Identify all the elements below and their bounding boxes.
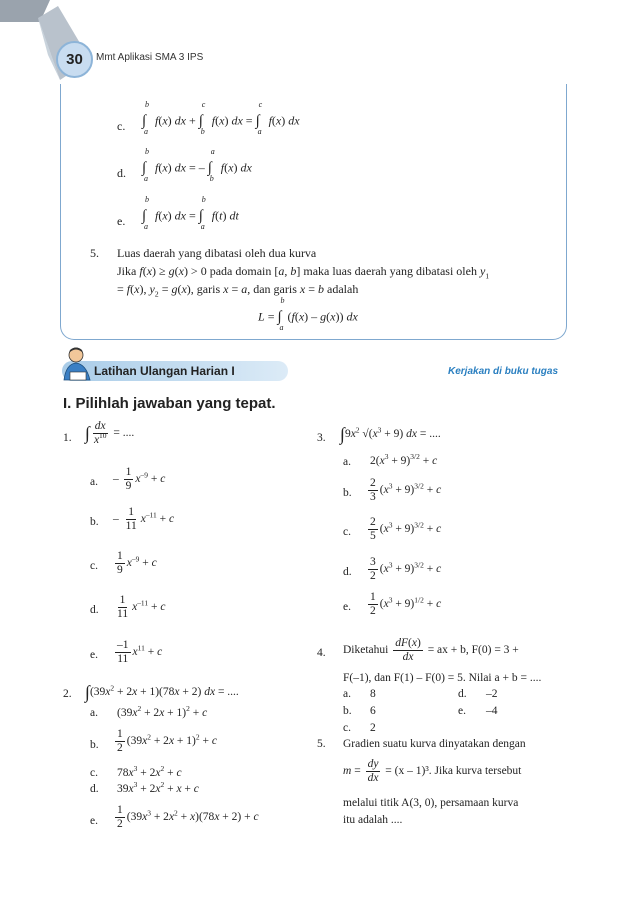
q2-number: 2. — [63, 688, 72, 700]
summary-item-5-line1: Jika f(x) ≥ g(x) > 0 pada domain [a, b] maka luas daerah yang dibatasi oleh $y_1$ — [117, 264, 490, 281]
q1-option-b-label: b. — [90, 516, 99, 528]
q3-option-b-label: b. — [343, 487, 352, 499]
q4-option-d: –2 — [486, 688, 498, 700]
q2-option-b-label: b. — [90, 739, 99, 751]
summary-item-5-title: Luas daerah yang dibatasi oleh dua kurva — [117, 246, 317, 260]
q3-option-d-label: d. — [343, 566, 352, 578]
q1-option-e: $\frac{-1}{11}$ $x^{11} + c$ — [117, 639, 163, 665]
q4-number: 4. — [317, 647, 326, 659]
q2-option-a-label: a. — [90, 707, 98, 719]
section-banner-label: Latihan Ulangan Harian I — [94, 364, 235, 378]
summary-item-c-label: c. — [117, 119, 126, 133]
summary-box — [60, 84, 567, 340]
q4-option-a: 8 — [370, 688, 376, 700]
page-number: 30 — [56, 41, 93, 78]
q2-option-a: $(39x^2 + 2x + 1)^2 + c$ — [117, 704, 208, 719]
q3-number: 3. — [317, 432, 326, 444]
q4-option-a-label: a. — [343, 688, 351, 700]
q1-option-e-label: e. — [90, 649, 98, 661]
q1-option-d-label: d. — [90, 604, 99, 616]
q5-line2: m = $\frac{dy}{dx}$ = (x – 1)³. Jika kurva tersebut — [343, 758, 522, 784]
q2-stem: $\int(39x^2 + 2x + 1)(78x + 2)$ dx = .... — [85, 682, 239, 702]
q1-option-b: – $\frac{1}{11}$ $x^{-11} + c$ — [113, 506, 175, 532]
q3-option-b: $\frac{2}{3}$ $(x^3 + 9)^{3/2} + c$ — [370, 477, 442, 503]
student-writing-icon — [60, 346, 94, 382]
q2-option-c-label: c. — [90, 767, 98, 779]
q4-option-b-label: b. — [343, 705, 352, 717]
summary-item-d-label: d. — [117, 166, 126, 180]
q1-stem: ∫ $\frac{dx}{x^{10}}$ = .... — [85, 420, 135, 446]
summary-item-5-number: 5. — [90, 246, 99, 260]
area-formula: L = ∫ b a (f(x) – g(x)) dx — [258, 296, 358, 332]
q2-option-d-label: d. — [90, 783, 99, 795]
q1-option-c-label: c. — [90, 560, 98, 572]
q3-stem: $\int 9x^2$ $√(x^3 + 9)$ dx = .... — [340, 424, 441, 444]
q2-option-b: $\frac{1}{2}$ $(39x^2 + 2x + 1)^2 + c$ — [117, 728, 217, 754]
q5-number: 5. — [317, 738, 326, 750]
q2-option-e-label: e. — [90, 815, 98, 827]
q1-option-a: – $\frac{1}{9}$ $x^{-9} + c$ — [113, 466, 166, 492]
q4-option-e-label: e. — [458, 705, 466, 717]
q4-option-d-label: d. — [458, 688, 467, 700]
summary-item-e-formula: ∫ b a f(x) dx = ∫ b a f(t) dt — [142, 195, 239, 231]
q3-option-a: $2(x^3 + 9)^{3/2} + c$ — [370, 452, 438, 467]
q5-line4: itu adalah .... — [343, 814, 403, 826]
q4-option-b: 6 — [370, 705, 376, 717]
summary-item-d-formula: ∫ b a f(x) dx = – ∫ a b f(x) dx — [142, 147, 252, 183]
q3-option-e-label: e. — [343, 601, 351, 613]
q4-option-c: 2 — [370, 722, 376, 734]
q1-option-c: $\frac{1}{9}$ $x^{-9} + c$ — [117, 550, 157, 576]
q3-option-d: $\frac{3}{2}$ $(x^3 + 9)^{3/2} + c$ — [370, 556, 442, 582]
summary-item-c-formula: ∫ b a f(x) dx + ∫ c b f(x) dx = ∫ c a f(x) dx — [142, 100, 300, 136]
q3-option-c-label: c. — [343, 526, 351, 538]
q1-number: 1. — [63, 432, 72, 444]
section-note: Kerjakan di buku tugas — [448, 366, 559, 377]
q1-option-a-label: a. — [90, 476, 98, 488]
q5-line1: Gradien suatu kurva dinyatakan dengan — [343, 738, 526, 750]
q4-stem-line1: Diketahui $\frac{dF(x)}{dx}$ = ax + b, F(0) = 3 + — [343, 637, 519, 663]
q2-option-e: $\frac{1}{2}$ $(39x^3 + 2x^2 + x)(78x + 2) + c$ — [117, 804, 259, 830]
q2-option-d: $39x^3 + 2x^2 + x + c$ — [117, 780, 199, 795]
corner-decoration — [0, 0, 110, 90]
q2-option-c: $78x^3 + 2x^2 + c$ — [117, 764, 182, 779]
book-title: Mmt Aplikasi SMA 3 IPS — [96, 52, 204, 63]
q3-option-c: $\frac{2}{5}$ $(x^3 + 9)^{3/2} + c$ — [370, 516, 442, 542]
section-title: I. Pilihlah jawaban yang tepat. — [63, 395, 276, 412]
q4-option-e: –4 — [486, 705, 498, 717]
summary-item-5-line2: = f(x), $y_2 = g(x)$, garis x = a, dan garis x = b adalah — [117, 282, 359, 299]
summary-item-e-label: e. — [117, 214, 126, 228]
q4-option-c-label: c. — [343, 722, 351, 734]
q1-option-d: $\frac{1}{11}$ $x^{-11} + c$ — [117, 594, 166, 620]
q3-option-a-label: a. — [343, 456, 351, 468]
q4-stem-line2: F(–1), dan F(1) – F(0) = 5. Nilai a + b = .... — [343, 672, 542, 684]
q3-option-e: $\frac{1}{2}$ $(x^3 + 9)^{1/2} + c$ — [370, 591, 442, 617]
q5-line3: melalui titik A(3, 0), persamaan kurva — [343, 797, 519, 809]
